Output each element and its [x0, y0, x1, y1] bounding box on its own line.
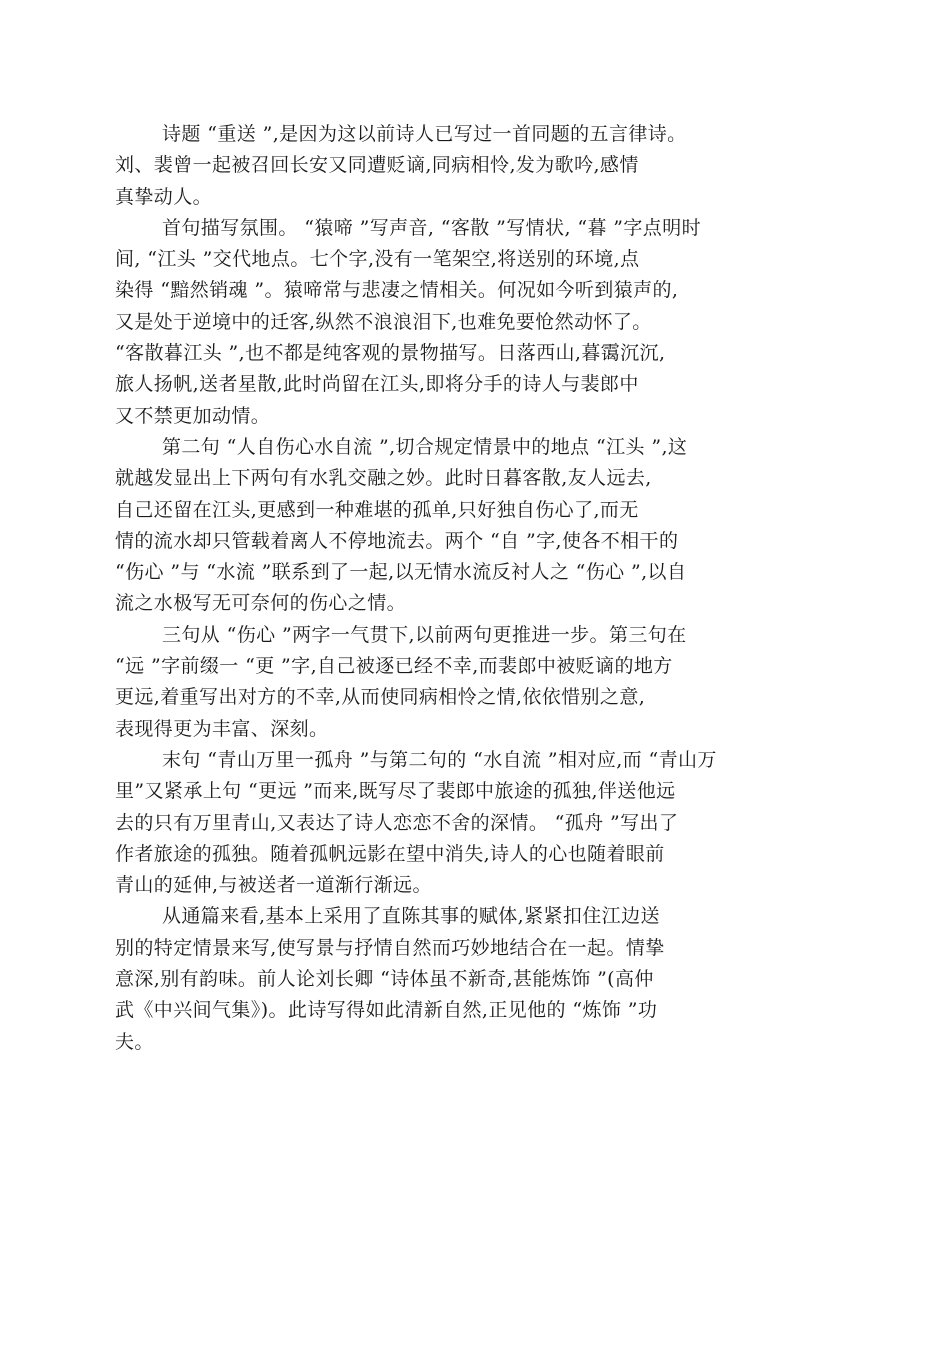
paragraph-line: 三句从 “伤心 ”两字一气贯下,以前两句更推进一步。第三句在: [162, 623, 687, 646]
paragraph-line: 就越发显出上下两句有水乳交融之妙。此时日暮客散,友人远去,: [115, 467, 652, 490]
paragraph-line: 作者旅途的孤独。随着孤帆远影在望中消失,诗人的心也随着眼前: [115, 842, 665, 865]
paragraph-line: 流之水极写无可奈何的伤心之情。: [115, 592, 407, 615]
paragraph-line: 真挚动人。: [115, 185, 213, 208]
paragraph-line: 里”又紧承上句 “更远 ”而来,既写尽了裴郎中旅途的孤独,伴送他远: [115, 780, 676, 803]
paragraph-line: 表现得更为丰富、深刻。: [115, 717, 329, 740]
paragraph-line: 去的只有万里青山,又表达了诗人恋恋不舍的深情。 “孤舟 ”写出了: [115, 811, 679, 834]
paragraph-6: [115, 901, 815, 1057]
paragraph-4: [115, 620, 815, 745]
paragraph-line: 旅人扬帆,送者星散,此时尚留在江头,即将分手的诗人与裴郎中: [115, 373, 639, 396]
paragraph-line: 刘、裴曾一起被召回长安又同遭贬谪,同病相怜,发为歌吟,感情: [115, 154, 639, 177]
paragraph-line: 情的流水却只管载着离人不停地流去。两个 “自 ”字,使各不相干的: [115, 529, 679, 552]
paragraph-line: 自己还留在江头,更感到一种难堪的孤单,只好独自伤心了,而无: [115, 498, 639, 521]
paragraph-line: 间, “江头 ”交代地点。七个字,没有一笔架空,将送别的环境,点: [115, 248, 640, 271]
paragraph-line: 又是处于逆境中的迁客,纵然不浪浪泪下,也难免要怆然动怀了。: [115, 310, 652, 333]
paragraph-line: “伤心 ”与 “水流 ”联系到了一起,以无情水流反衬人之 “伤心 ”,以自: [115, 561, 687, 584]
paragraph-line: 末句 “青山万里一孤舟 ”与第二句的 “水自流 ”相对应,而 “青山万: [162, 748, 717, 771]
paragraph-1: [115, 119, 815, 213]
paragraph-3: [115, 432, 815, 620]
paragraph-line: 首句描写氛围。 “猿啼 ”写声音, “客散 ”写情状, “暮 ”字点明时: [162, 216, 701, 239]
article-body: [115, 119, 815, 1058]
paragraph-line: 意深,别有韵味。前人论刘长卿 “诗体虽不新奇,甚能炼饰 ”(高仲: [115, 968, 654, 991]
paragraph-line: 武《中兴间气集》)。此诗写得如此清新自然,正见他的 “炼饰 ”功: [115, 999, 658, 1022]
paragraph-line: “客散暮江头 ”,也不都是纯客观的景物描写。日落西山,暮霭沉沉,: [115, 342, 666, 365]
paragraph-line: 别的特定情景来写,使写景与抒情自然而巧妙地结合在一起。情挚: [115, 936, 665, 959]
paragraph-line: “远 ”字前缀一 “更 ”字,自己被逐已经不幸,而裴郎中被贬谪的地方: [115, 655, 673, 678]
paragraph-line: 又不禁更加动情。: [115, 404, 271, 427]
paragraph-line: 更远,着重写出对方的不幸,从而使同病相怜之情,依依惜别之意,: [115, 686, 646, 709]
paragraph-5: [115, 745, 815, 901]
paragraph-line: 青山的延伸,与被送者一道渐行渐远。: [115, 874, 432, 897]
paragraph-line: 夫。: [115, 1030, 154, 1053]
paragraph-line: 从通篇来看,基本上采用了直陈其事的赋体,紧紧扣住江边送: [162, 905, 660, 928]
paragraph-line: 第二句 “人自伤心水自流 ”,切合规定情景中的地点 “江头 ”,这: [162, 435, 688, 458]
paragraph-line: 诗题 “重送 ”,是因为这以前诗人已写过一首同题的五言律诗。: [162, 123, 687, 145]
paragraph-line: 染得 “黯然销魂 ”。猿啼常与悲凄之情相关。何况如今听到猿声的,: [115, 279, 679, 302]
paragraph-2: [115, 213, 815, 432]
